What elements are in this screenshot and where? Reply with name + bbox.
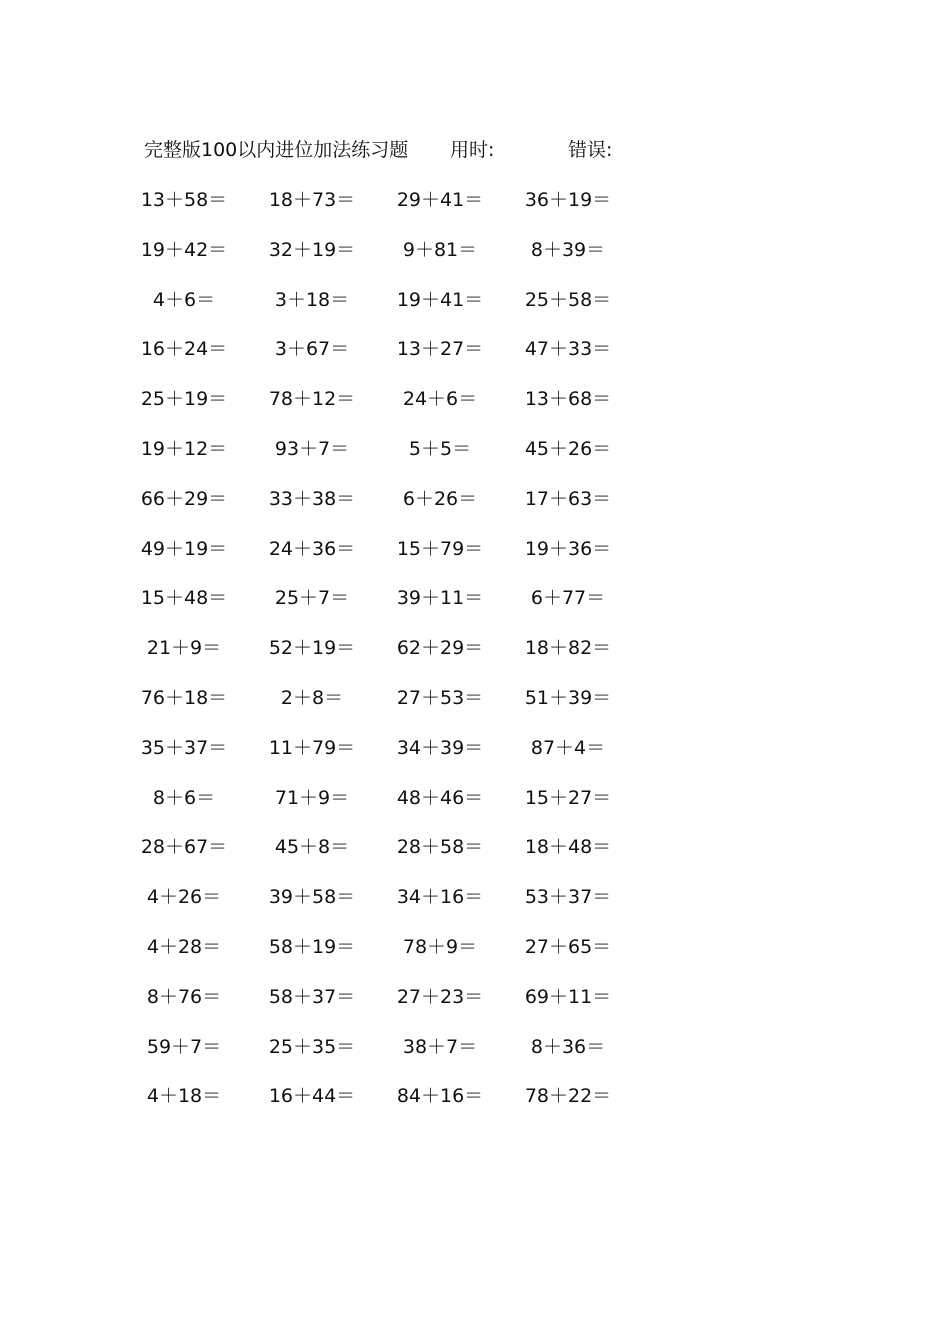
addition-problem: 4＋28＝ [146, 936, 222, 958]
addition-problem: 24＋6＝ [402, 388, 478, 411]
addition-problem: 8＋76＝ [146, 985, 222, 1008]
addition-problem: 27＋65＝ [524, 936, 612, 958]
addition-problem: 16＋44＝ [268, 1085, 356, 1108]
addition-problem: 19＋42＝ [140, 238, 228, 261]
addition-problem: 52＋19＝ [268, 637, 356, 660]
addition-problem: 17＋63＝ [524, 487, 612, 510]
addition-problem: 13＋68＝ [524, 388, 612, 411]
addition-problem: 15＋27＝ [524, 786, 612, 809]
time-label: 用时: [450, 139, 495, 161]
addition-problem: 84＋16＝ [396, 1085, 484, 1108]
addition-problem: 66＋29＝ [140, 487, 228, 510]
addition-problem: 4＋26＝ [146, 886, 222, 909]
addition-problem: 16＋24＝ [140, 338, 228, 361]
addition-problem: 53＋37＝ [524, 886, 612, 909]
addition-problem: 27＋23＝ [396, 985, 484, 1008]
addition-problem: 87＋4＝ [530, 736, 606, 759]
addition-problem: 28＋58＝ [396, 836, 484, 859]
addition-problem: 25＋7＝ [274, 587, 350, 610]
problem-row [0, 335, 700, 363]
addition-problem: 11＋79＝ [268, 736, 356, 759]
addition-problem: 48＋46＝ [396, 786, 484, 809]
problem-row [0, 1082, 700, 1110]
addition-problem: 5＋5＝ [408, 438, 472, 460]
problem-row [0, 535, 700, 563]
addition-problem: 93＋7＝ [274, 438, 350, 460]
addition-problem: 78＋12＝ [268, 388, 356, 411]
problem-row [0, 385, 700, 413]
addition-problem: 32＋19＝ [268, 238, 356, 261]
addition-problem: 3＋67＝ [274, 338, 350, 361]
addition-problem: 18＋82＝ [524, 637, 612, 660]
addition-problem: 76＋18＝ [140, 687, 228, 709]
addition-problem: 8＋6＝ [152, 786, 216, 809]
addition-problem: 18＋73＝ [268, 189, 356, 211]
addition-problem: 39＋58＝ [268, 886, 356, 909]
addition-problem: 58＋37＝ [268, 985, 356, 1008]
problem-row [0, 784, 700, 812]
worksheet-title: 完整版100以内进位加法练习题 [144, 139, 409, 161]
addition-problem: 9＋81＝ [402, 238, 478, 261]
problem-row [0, 734, 700, 762]
addition-problem: 33＋38＝ [268, 487, 356, 510]
addition-problem: 38＋7＝ [402, 1035, 478, 1058]
problem-row [0, 584, 700, 612]
addition-problem: 4＋6＝ [152, 288, 216, 311]
addition-problem: 34＋39＝ [396, 736, 484, 759]
addition-problem: 71＋9＝ [274, 786, 350, 809]
addition-problem: 45＋26＝ [524, 438, 612, 460]
addition-problem: 3＋18＝ [274, 288, 350, 311]
problem-row [0, 833, 700, 861]
problem-row [0, 435, 700, 463]
addition-problem: 35＋37＝ [140, 736, 228, 759]
addition-problem: 21＋9＝ [146, 637, 222, 660]
addition-problem: 19＋41＝ [396, 288, 484, 311]
addition-problem: 2＋8＝ [280, 687, 344, 709]
addition-problem: 19＋36＝ [524, 537, 612, 560]
problem-row [0, 186, 700, 214]
addition-problem: 8＋39＝ [530, 238, 606, 261]
addition-problem: 36＋19＝ [524, 189, 612, 211]
errors-label: 错误: [568, 139, 613, 161]
addition-problem: 69＋11＝ [524, 985, 612, 1008]
problem-row [0, 933, 700, 961]
addition-problem: 13＋58＝ [140, 189, 228, 211]
addition-problem: 34＋16＝ [396, 886, 484, 909]
problem-row [0, 1033, 700, 1061]
addition-problem: 59＋7＝ [146, 1035, 222, 1058]
addition-problem: 18＋48＝ [524, 836, 612, 859]
addition-problem: 24＋36＝ [268, 537, 356, 560]
addition-problem: 62＋29＝ [396, 637, 484, 660]
addition-problem: 78＋9＝ [402, 936, 478, 958]
problem-row [0, 236, 700, 264]
problem-row [0, 983, 700, 1011]
addition-problem: 15＋48＝ [140, 587, 228, 610]
addition-problem: 15＋79＝ [396, 537, 484, 560]
addition-problem: 13＋27＝ [396, 338, 484, 361]
addition-problem: 6＋77＝ [530, 587, 606, 610]
addition-problem: 47＋33＝ [524, 338, 612, 361]
addition-problem: 39＋11＝ [396, 587, 484, 610]
problem-row [0, 485, 700, 513]
addition-problem: 29＋41＝ [396, 189, 484, 211]
problem-row [0, 684, 700, 712]
problem-row [0, 883, 700, 911]
addition-problem: 49＋19＝ [140, 537, 228, 560]
addition-problem: 45＋8＝ [274, 836, 350, 859]
addition-problem: 27＋53＝ [396, 687, 484, 709]
addition-problem: 25＋35＝ [268, 1035, 356, 1058]
problem-row [0, 634, 700, 662]
addition-problem: 19＋12＝ [140, 438, 228, 460]
addition-problem: 58＋19＝ [268, 936, 356, 958]
addition-problem: 6＋26＝ [402, 487, 478, 510]
addition-problem: 25＋58＝ [524, 288, 612, 311]
addition-problem: 4＋18＝ [146, 1085, 222, 1108]
addition-problem: 51＋39＝ [524, 687, 612, 709]
addition-problem: 28＋67＝ [140, 836, 228, 859]
addition-problem: 8＋36＝ [530, 1035, 606, 1058]
addition-problem: 78＋22＝ [524, 1085, 612, 1108]
problem-row [0, 286, 700, 314]
addition-problem: 25＋19＝ [140, 388, 228, 411]
